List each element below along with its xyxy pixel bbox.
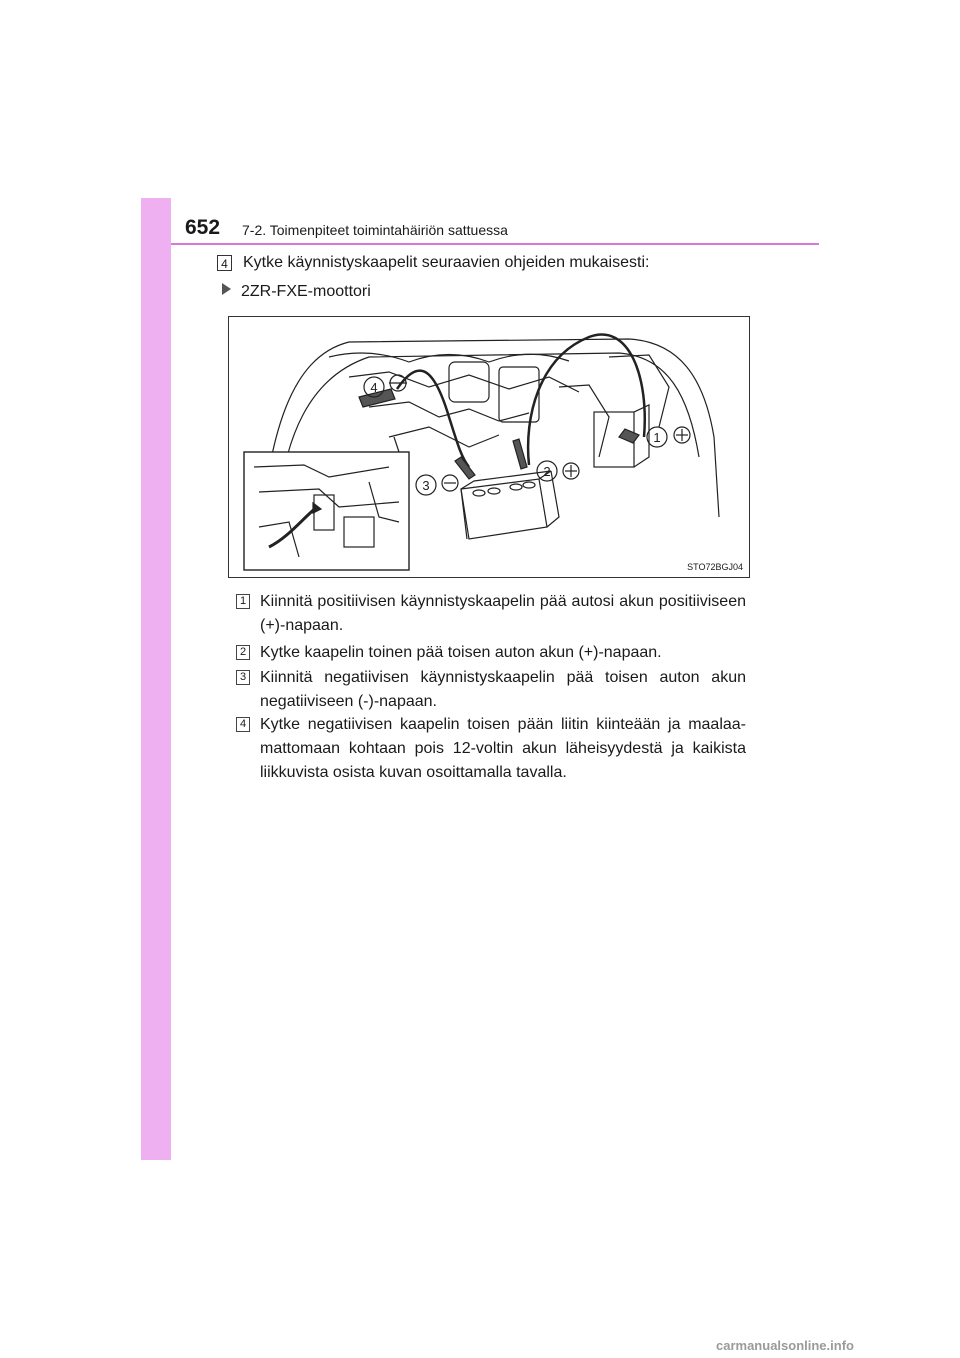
list-number: 3 <box>236 670 250 685</box>
page-number: 652 <box>185 216 221 239</box>
list-text: Kytke kaapelin toinen pää toisen auton akun (+)-napaan. <box>260 644 662 661</box>
header-divider <box>171 243 819 245</box>
callout-2: 2 <box>543 464 551 479</box>
list-text: Kytke negatiivisen kaapelin toisen pään liitin kiinteään ja maalaamattomaan kohtaan pois 12-voltin akun läheisyydestä ja kaikista liikkuvista osista kuvan osoittamalla tavalla. <box>260 716 746 781</box>
callout-3: 3 <box>422 478 430 493</box>
step-instruction: Kytke käynnistyskaapelit seuraavien ohjeiden mukaisesti: <box>243 254 650 271</box>
list-number: 1 <box>236 594 250 609</box>
list-item <box>236 641 746 665</box>
list-item <box>236 666 746 714</box>
engine-variant <box>222 283 371 301</box>
callout-4: 4 <box>370 380 378 395</box>
jumper-cable-illustration <box>228 316 750 578</box>
watermark: carmanualsonline.info <box>716 1338 854 1353</box>
triangle-bullet-icon <box>222 283 231 295</box>
callout-1: 1 <box>653 430 661 445</box>
list-number: 4 <box>236 717 250 732</box>
figure-code: STO72BGJ04 <box>687 562 743 572</box>
chapter-tab-bar <box>141 198 171 1160</box>
list-item <box>236 713 746 785</box>
engine-label: 2ZR-FXE-moottori <box>241 283 371 300</box>
list-text: Kiinnitä negatiivisen käynnistyskaapelin pää toisen auton akun negatiiviseen (-)-napaan. <box>260 669 746 710</box>
section-title: 7-2. Toimenpiteet toimintahäiriön sattuessa <box>242 222 508 238</box>
list-number: 2 <box>236 645 250 660</box>
step-number-box: 4 <box>217 255 232 271</box>
engine-bay-drawing <box>229 317 750 578</box>
list-item <box>236 590 746 638</box>
list-text: Kiinnitä positiivisen käynnistyskaapelin pää autosi akun positiiviseen (+)-napaan. <box>260 593 746 634</box>
